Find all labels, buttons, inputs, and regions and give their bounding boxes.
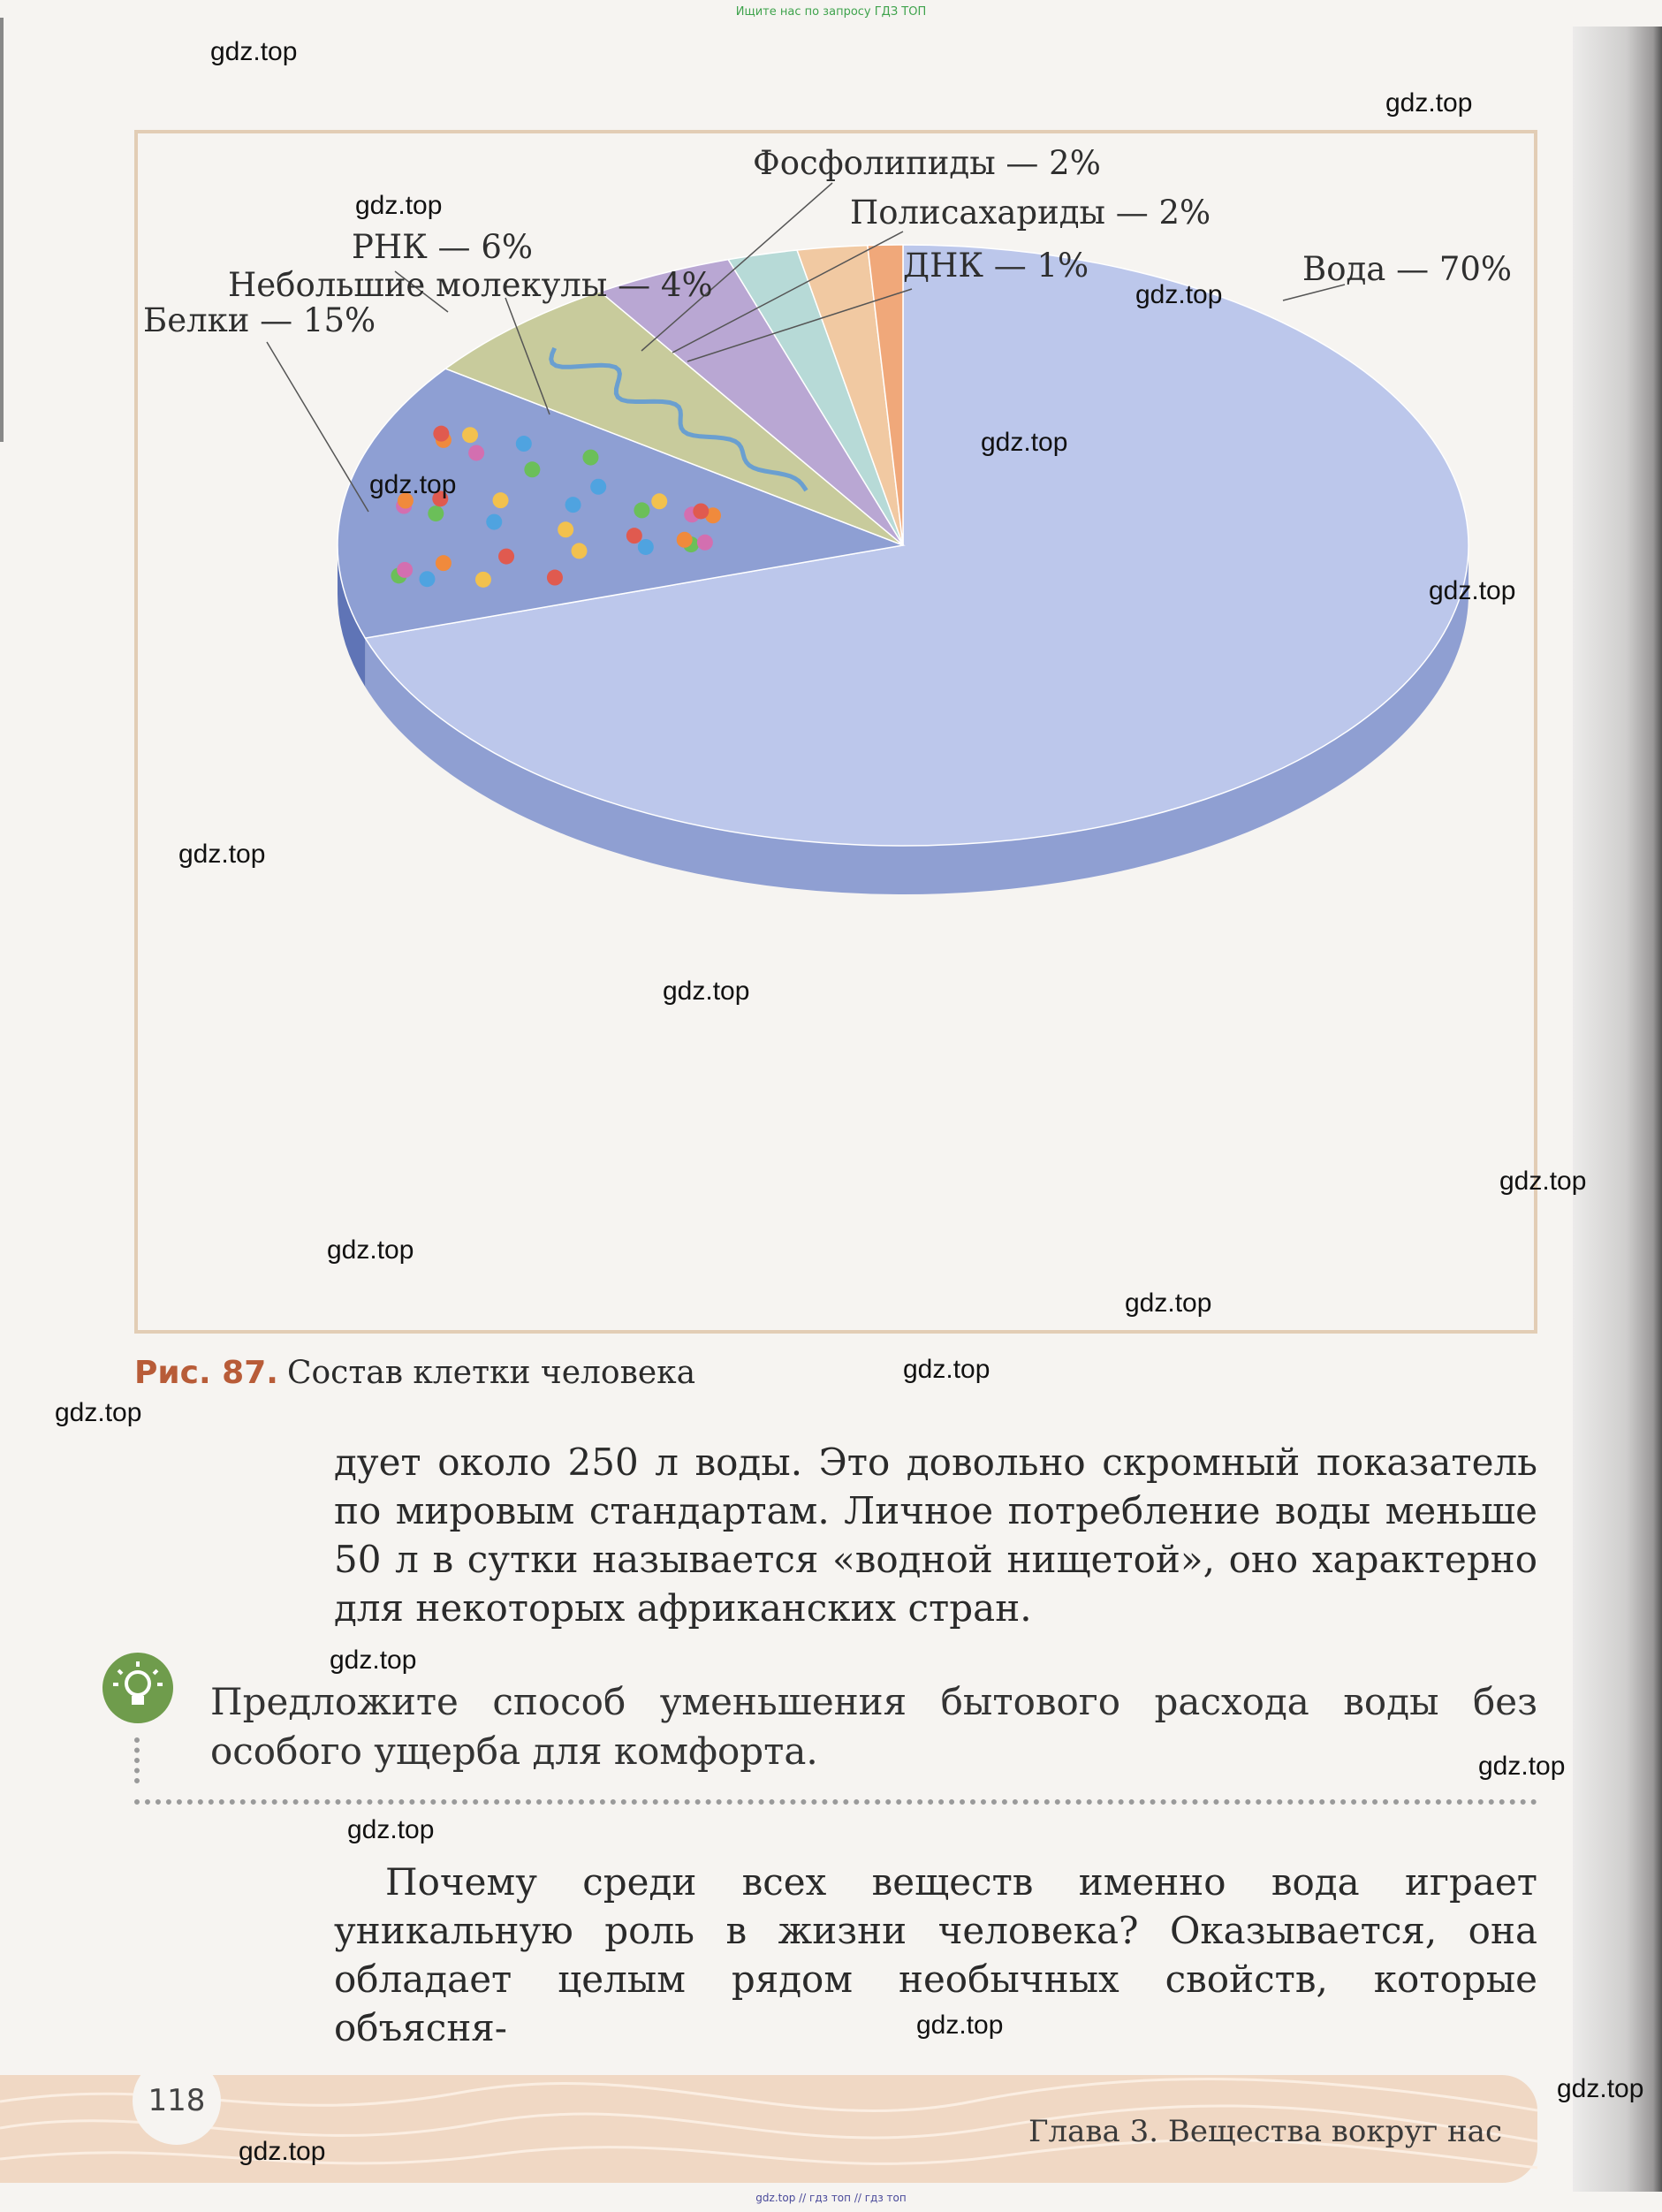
watermark: gdz.top xyxy=(178,840,266,869)
task-dotted-border-horizontal xyxy=(134,1799,1537,1805)
watermark: gdz.top xyxy=(981,428,1068,457)
protein-bead xyxy=(397,562,413,578)
protein-bead xyxy=(558,521,573,537)
pie-label: Вода — 70% xyxy=(1302,250,1513,288)
protein-bead xyxy=(626,528,642,543)
watermark: gdz.top xyxy=(1125,1288,1212,1318)
protein-bead xyxy=(516,436,532,452)
protein-bead xyxy=(498,549,514,565)
protein-bead xyxy=(677,532,693,548)
page-number: 118 xyxy=(133,2056,221,2145)
protein-bead xyxy=(634,502,649,518)
task-dotted-border-vertical xyxy=(134,1737,140,1783)
watermark: gdz.top xyxy=(355,191,443,220)
protein-bead xyxy=(565,497,581,513)
watermark: gdz.top xyxy=(1135,280,1223,309)
watermark: gdz.top xyxy=(916,2011,1004,2040)
watermark: gdz.top xyxy=(1557,2074,1644,2103)
watermark: gdz.top xyxy=(1385,88,1473,118)
paragraph-1: дует около 250 л воды. Это довольно скромный показатель по мировым стандартам. Личное потребление воды меньше 50 л в сутки называется «водной нищетой», оно характерно для некоторых африканских стран. xyxy=(334,1440,1537,1630)
figure-caption xyxy=(134,1355,695,1391)
watermark: gdz.top xyxy=(327,1235,414,1265)
figure-number: Рис. 87. xyxy=(134,1355,278,1391)
watermark: gdz.top xyxy=(55,1398,142,1427)
protein-bead xyxy=(590,479,606,495)
protein-bead xyxy=(428,505,444,521)
watermark: gdz.top xyxy=(347,1815,435,1844)
bottom-note: gdz.top // гдз топ // гдз топ xyxy=(755,2192,907,2204)
protein-bead xyxy=(486,514,502,530)
protein-bead xyxy=(433,426,449,442)
protein-bead xyxy=(475,572,491,588)
protein-bead xyxy=(582,450,598,466)
protein-bead xyxy=(547,570,563,586)
leader-line xyxy=(267,342,368,512)
protein-bead xyxy=(651,493,667,509)
watermark: gdz.top xyxy=(903,1355,990,1384)
pie-label: РНК — 6% xyxy=(352,228,534,266)
protein-bead xyxy=(419,571,435,587)
watermark: gdz.top xyxy=(663,977,750,1006)
watermark: gdz.top xyxy=(1429,576,1516,605)
protein-bead xyxy=(462,427,478,443)
pie-label: Фосфолипиды — 2% xyxy=(753,144,1101,182)
pie-label: ДНК — 1% xyxy=(903,247,1089,285)
lightbulb-icon xyxy=(102,1653,173,1723)
protein-bead xyxy=(468,445,484,460)
protein-bead xyxy=(697,535,713,551)
protein-bead xyxy=(572,543,588,559)
protein-bead xyxy=(524,461,540,477)
watermark: gdz.top xyxy=(1499,1167,1587,1196)
watermark: gdz.top xyxy=(1478,1752,1566,1781)
protein-bead xyxy=(436,555,452,571)
top-note: Ищите нас по запросу ГДЗ ТОП xyxy=(735,5,927,19)
watermark: gdz.top xyxy=(239,2137,326,2166)
watermark: gdz.top xyxy=(330,1646,417,1675)
protein-bead xyxy=(693,503,709,519)
protein-bead xyxy=(638,539,654,555)
task-text: Предложите способ уменьшения бытового расхода воды без особого ущерба для комфорта. xyxy=(210,1680,1537,1773)
paragraph-2: Почему среди всех веществ именно вода играет уникальную роль в жизни человека? Оказывается, она обладает целым рядом необычных свойств, которые объясня- xyxy=(334,1860,1537,2049)
figure-caption-text: Состав клетки человека xyxy=(286,1355,696,1391)
chapter-title: Глава 3. Вещества вокруг нас xyxy=(1028,2114,1502,2149)
watermark: gdz.top xyxy=(210,37,298,66)
protein-bead xyxy=(493,492,509,508)
book-spine-shadow xyxy=(1573,27,1662,2192)
page-edge-mark xyxy=(0,18,4,442)
pie-label: Белки — 15% xyxy=(143,301,376,339)
pie-top xyxy=(338,245,1468,846)
watermark: gdz.top xyxy=(369,470,457,499)
pie-label: Полисахариды — 2% xyxy=(850,194,1211,232)
pie-chart xyxy=(134,130,1537,1334)
pie-label: Небольшие молекулы — 4% xyxy=(228,266,713,304)
